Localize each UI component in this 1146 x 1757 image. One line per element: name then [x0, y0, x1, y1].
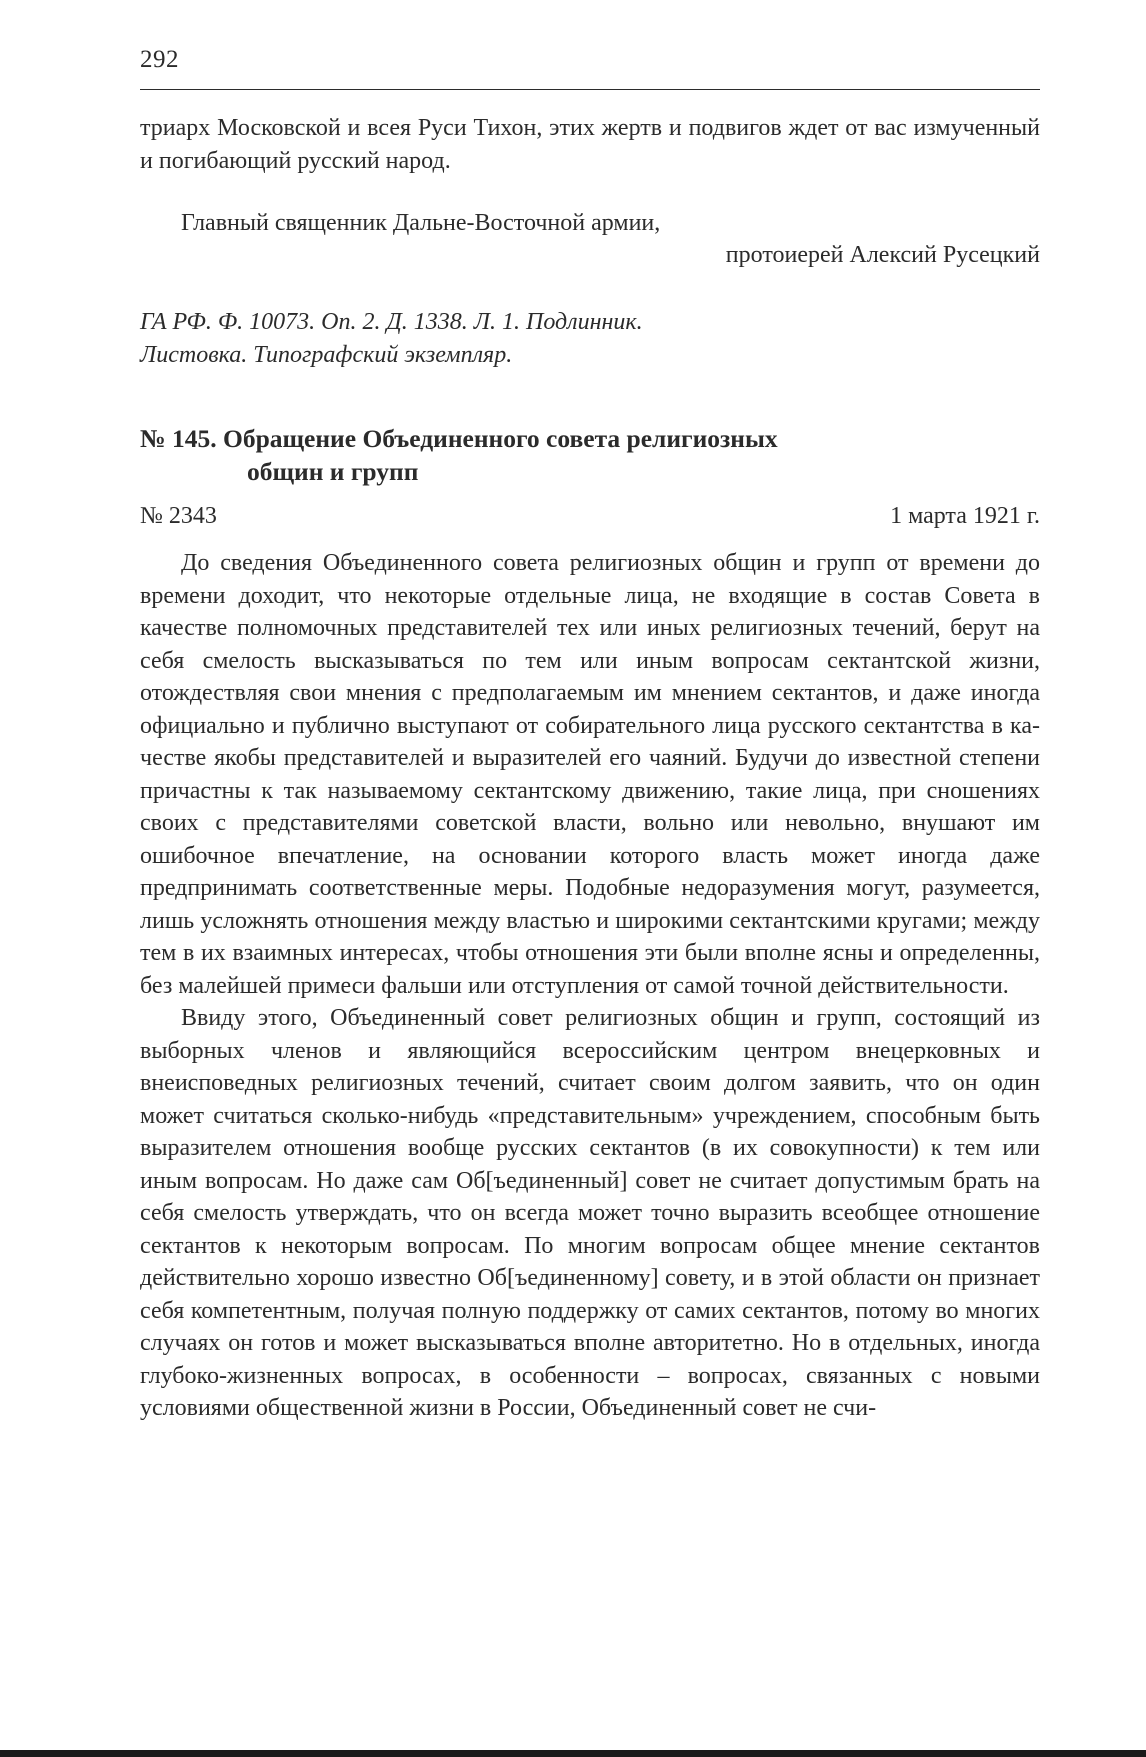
signature-name: протоиерей Алексий Русецкий — [725, 242, 1040, 268]
archive-line-2: Листовка. Типографский экземпляр. — [140, 342, 513, 368]
document-heading-line-2: общин и групп — [247, 457, 419, 486]
page-number: 292 — [140, 46, 179, 73]
header-rule — [140, 89, 1040, 90]
document-heading-line-1: № 145. Обращение Объединенного совета религиозных — [140, 424, 778, 453]
scan-bottom-edge — [0, 1750, 1146, 1757]
body-paragraph-1: До сведения Объединенного совета религиозных общин и групп от времени до времени доходит, что некоторые отдельные лица, не входящие в состав Совета в качестве полномочных представителей тех или иных религиозных течений, берут на себя смелость высказываться по тем или иным вопросам сектантской жизни, отождествляя свои мнения с предполагаемым им мнением сектантов, и даже иногда официально и публично выступают от собирательного лица русского сектантства в качестве якобы представителей и выразителей его чаяний. Будучи до известной степени причастны к так называемому сектантскому движению, такие лица, при сношениях своих с представителями советской власти, вольно или невольно, внушают им ошибочное впечатление, на основании которого власть может иногда даже предпринимать соответственные меры. Подобные недоразумения могут, разумеется, лишь усложнять отношения между властью и широкими сектантскими кругами; между тем в их взаимных интересах, чтобы отношения эти были вполне ясны и определенны, без малейшей примеси фальши или отступления от самой точной действительности. — [140, 550, 1040, 999]
body-paragraph-2: Ввиду этого, Объединенный совет религиозных общин и групп, состоящий из выборных членов и являющийся всероссийским центром внецерковных и внеисповедных религиозных течений, считает своим долгом заявить, что он один может считаться сколько-нибудь «представительным» учреждением, способным быть выразителем отношения вообще русских сектантов (в их совокупности) к тем или иным вопросам. Но даже сам Об[ъединенный] совет не считает допустимым брать на себя смелость утверждать, что он всегда может точно выразить всеобщее отношение сектантов к некоторым вопросам. По многим вопросам общее мнение сектантов действительно хорошо известно Об[ъединенному] совету, и в этой области он признает себя компетентным, получая полную поддержку от самих сектантов, потому во многих случаях он готов и может высказываться вполне авторитетно. Но в отдельных, иногда глубоко-жизненных вопросах, в особенности – вопросах, связанных с новыми условиями общественной жизни в России, Объединенный совет не счи- — [140, 1005, 1040, 1421]
signature-title: Главный священник Дальне-Восточной армии, — [181, 210, 661, 236]
document-meta — [140, 503, 1040, 530]
document-date: 1 марта 1921 г. — [890, 503, 1040, 529]
archive-reference — [140, 306, 643, 372]
document-reference-number: № 2343 — [140, 503, 217, 529]
document-heading — [140, 422, 778, 488]
document-body — [140, 547, 1040, 1425]
archive-line-1: ГА РФ. Ф. 10073. Оп. 2. Д. 1338. Л. 1. Подлинник. — [140, 309, 643, 335]
opening-paragraph: триарх Московской и всея Руси Тихон, этих жертв и подвигов ждет от вас измученный и погибающий русский народ. — [140, 115, 1040, 174]
